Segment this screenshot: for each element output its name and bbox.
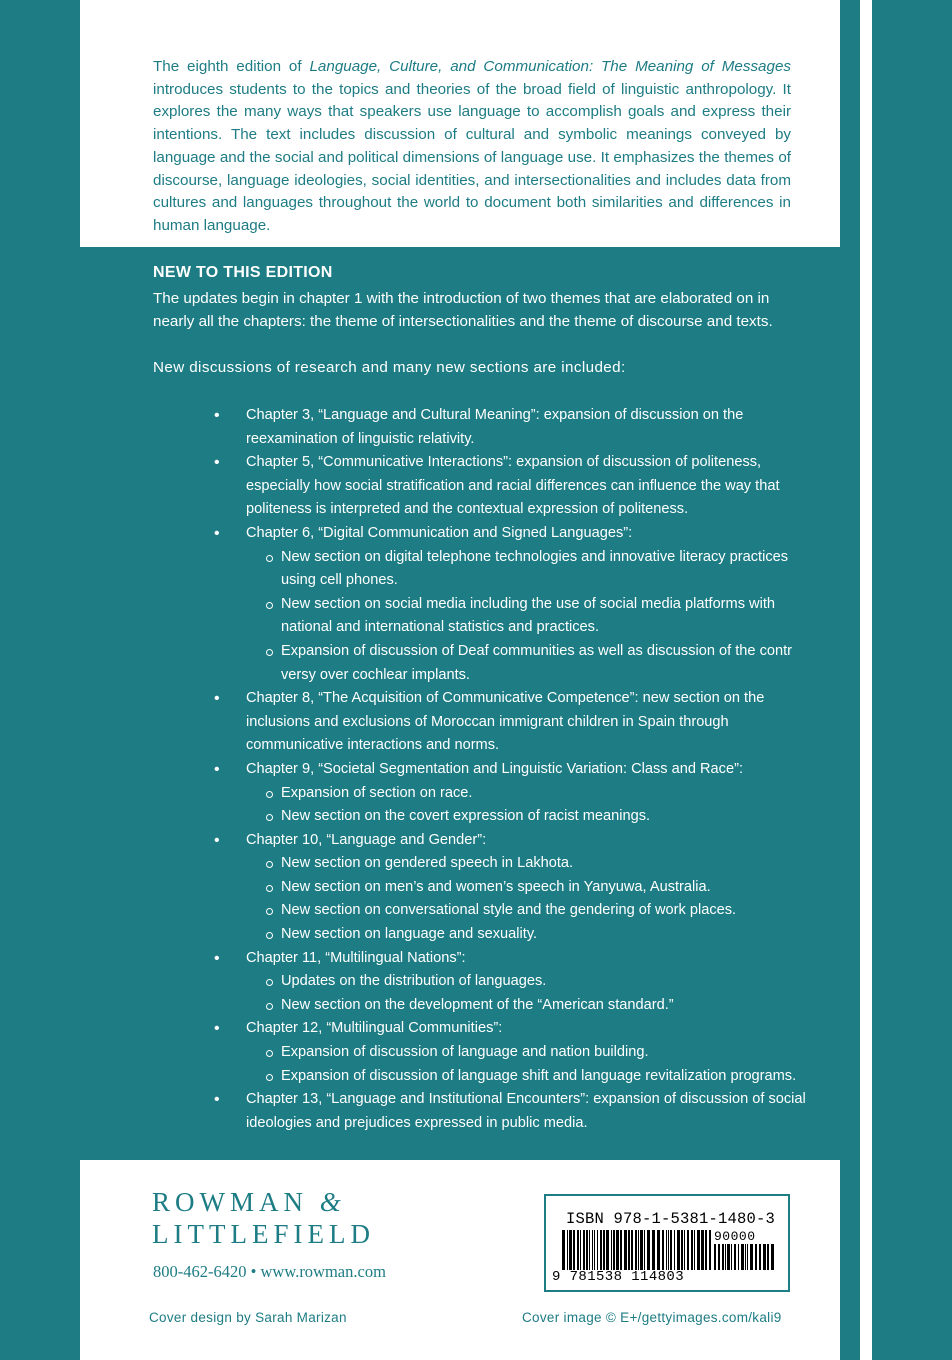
barcode-bar [697,1230,700,1270]
sub-item: New section on the covert expression of racist meanings. [281,805,806,829]
sub-item: New section on language and sexuality. [281,923,806,947]
barcode-bar [755,1244,757,1270]
change-item [246,687,806,758]
change-item [246,522,806,687]
change-item-text: Chapter 10, “Language and Gender”: [246,831,487,848]
barcode-bar [562,1230,565,1270]
book-title: Language, Culture, and Communication: The Meaning of Messages [309,58,791,75]
barcode-bar [681,1230,683,1270]
barcode-bar [644,1230,645,1270]
barcode-bar [611,1230,612,1270]
change-item-text: Chapter 5, “Communicative Interactions”: expansion of discussion of politeness, especially how social stratification and racial differences can influence the way that politeness is interpreted and the contextual expression of politeness. [246,454,780,518]
barcode-bar [684,1230,685,1270]
barcode-bar [586,1230,588,1270]
barcode-bar [606,1230,609,1270]
change-item-text: Chapter 12, “Multilingual Communities”: [246,1020,503,1037]
changes-list [246,404,806,1135]
barcode-bar [589,1230,590,1270]
change-item [246,829,806,947]
barcode-bar [722,1244,724,1270]
cover-design-credit: Cover design by Sarah Marizan [149,1310,347,1325]
barcode-bar [567,1230,568,1270]
sub-item: Expansion of discussion of language and nation building. [281,1041,806,1065]
barcode-bar [666,1230,667,1270]
change-item [246,947,806,1018]
lead-paragraph-2: New discussions of research and many new sections are included: [153,359,626,376]
barcode-bar [709,1230,711,1270]
section-heading: NEW TO THIS EDITION [153,264,333,281]
lead-paragraph: The updates begin in chapter 1 with the introduction of two themes that are elaborated on in nearly all the chapters: the theme of intersectionalities and the theme of discourse and texts. [153,290,773,330]
barcode-bar [734,1244,736,1270]
barcode-bar [687,1230,689,1270]
barcode-bar [694,1230,695,1270]
change-item [246,404,806,451]
barcode-bar [701,1230,704,1270]
sub-item: Expansion of discussion of Deaf communities as well as discussion of the contr versy over cochlear implants. [281,640,806,687]
change-item [246,451,806,522]
barcode-bar [668,1230,669,1270]
barcode-bar [624,1230,627,1270]
barcode-bar [674,1230,675,1270]
barcode-bar [600,1230,602,1270]
intro-paragraph: The eighth edition of Language, Culture, and Communication: The Meaning of Messages introduces students to the topics and theories of the broad field of linguistic anthropology. It explores the many ways that speakers use language to accomplish goals and express their intentions. The text includes discussion of cultural and symbolic meanings conveyed by language and the social and political dimensions of language use. It emphasizes the themes of discourse, language ideologies, social identities, and intersectionalities and includes data from cultures and languages throughout the world to document both similarities and differences in human language. [153,58,791,234]
sub-item: New section on men’s and women’s speech in Yanyuwa, Australia. [281,876,806,900]
barcode-bar [616,1230,619,1270]
sub-item: New section on digital telephone technologies and innovative literacy practices using cell phones. [281,546,806,593]
barcode-bar [628,1230,630,1270]
barcode-bar [763,1244,766,1270]
barcode-bar [613,1230,615,1270]
barcode-bar [731,1244,732,1270]
barcode-bars [562,1230,712,1270]
barcode-bar [714,1244,716,1270]
sub-item: New section on the development of the “American standard.” [281,994,806,1018]
isbn-text: ISBN 978-1-5381-1480-3 [566,1210,776,1228]
barcode-bar [691,1230,693,1270]
sub-list [246,1041,806,1088]
sub-list [246,546,806,688]
sub-list [246,782,806,829]
isbn-barcode [544,1194,790,1292]
barcode-bar [594,1230,595,1270]
sub-item: New section on social media including the use of social media platforms with national and international statistics and practices. [281,593,806,640]
change-item [246,758,806,829]
barcode-bar [592,1230,593,1270]
change-item-text: Chapter 6, “Digital Communication and Signed Languages”: [246,524,633,541]
publisher-contact: 800-462-6420 • www.rowman.com [153,1262,386,1281]
barcode-bar [652,1230,655,1270]
barcode-bar [767,1244,769,1270]
barcode-bar [738,1244,739,1270]
barcode-bar [569,1230,572,1270]
barcode-addon-bars [714,1244,774,1270]
barcode-bar [677,1230,680,1270]
barcode-bar [631,1230,633,1270]
barcode-bar [580,1230,581,1270]
barcode-bar [635,1230,637,1270]
barcode-bar [577,1230,579,1270]
barcode-bar [759,1244,761,1270]
barcode-bar [620,1230,622,1270]
barcode-bar [670,1230,672,1270]
barcode-bar [573,1230,575,1270]
barcode-bar [603,1230,605,1270]
barcode-bar [745,1244,746,1270]
barcode-bar [771,1244,774,1270]
sub-item: Expansion of discussion of language shift and language revitalization programs. [281,1065,806,1089]
change-item [246,1088,806,1135]
barcode-bar [647,1230,650,1270]
barcode-bar [718,1244,720,1270]
barcode-bar [747,1244,748,1270]
barcode-digits: 9 781538 114803 [552,1269,685,1285]
change-item-text: Chapter 11, “Multilingual Nations”: [246,949,466,966]
barcode-bar [662,1230,664,1270]
right-white-stripe [860,0,872,1360]
change-item-text: Chapter 3, “Language and Cultural Meaning”: expansion of discussion on the reexamination of linguistic relativity. [246,407,744,447]
barcode-bar [705,1230,707,1270]
sub-item: New section on gendered speech in Lakhota. [281,852,806,876]
cover-image-credit: Cover image © E+/gettyimages.com/kali9 [522,1310,782,1325]
barcode-bar [741,1244,744,1270]
sub-list [246,970,806,1017]
change-item-text: Chapter 8, “The Acquisition of Communicative Competence”: new section on the inclusions and exclusions of Moroccan immigrant children in Spain through communicative interactions and norms. [246,690,765,754]
barcode-bar [725,1244,726,1270]
sub-item: New section on conversational style and the gendering of work places. [281,899,806,923]
barcode-bar [750,1244,753,1270]
barcode-bar [638,1230,639,1270]
barcode-bar [640,1230,643,1270]
barcode-bar [583,1230,585,1270]
price-code: 90000 [714,1229,756,1244]
change-item-text: Chapter 13, “Language and Institutional Encounters”: expansion of discussion of social ideologies and prejudices expressed in public media. [246,1091,806,1131]
barcode-bar [597,1230,598,1270]
change-item [246,1017,806,1088]
publisher-logo: ROWMAN & LITTLEFIELD [152,1187,375,1249]
sub-item: Updates on the distribution of languages. [281,970,806,994]
barcode-bar [727,1244,730,1270]
sub-item: Expansion of section on race. [281,782,806,806]
sub-list [246,852,806,946]
change-item-text: Chapter 9, “Societal Segmentation and Linguistic Variation: Class and Race”: [246,760,743,777]
barcode-bar [657,1230,660,1270]
